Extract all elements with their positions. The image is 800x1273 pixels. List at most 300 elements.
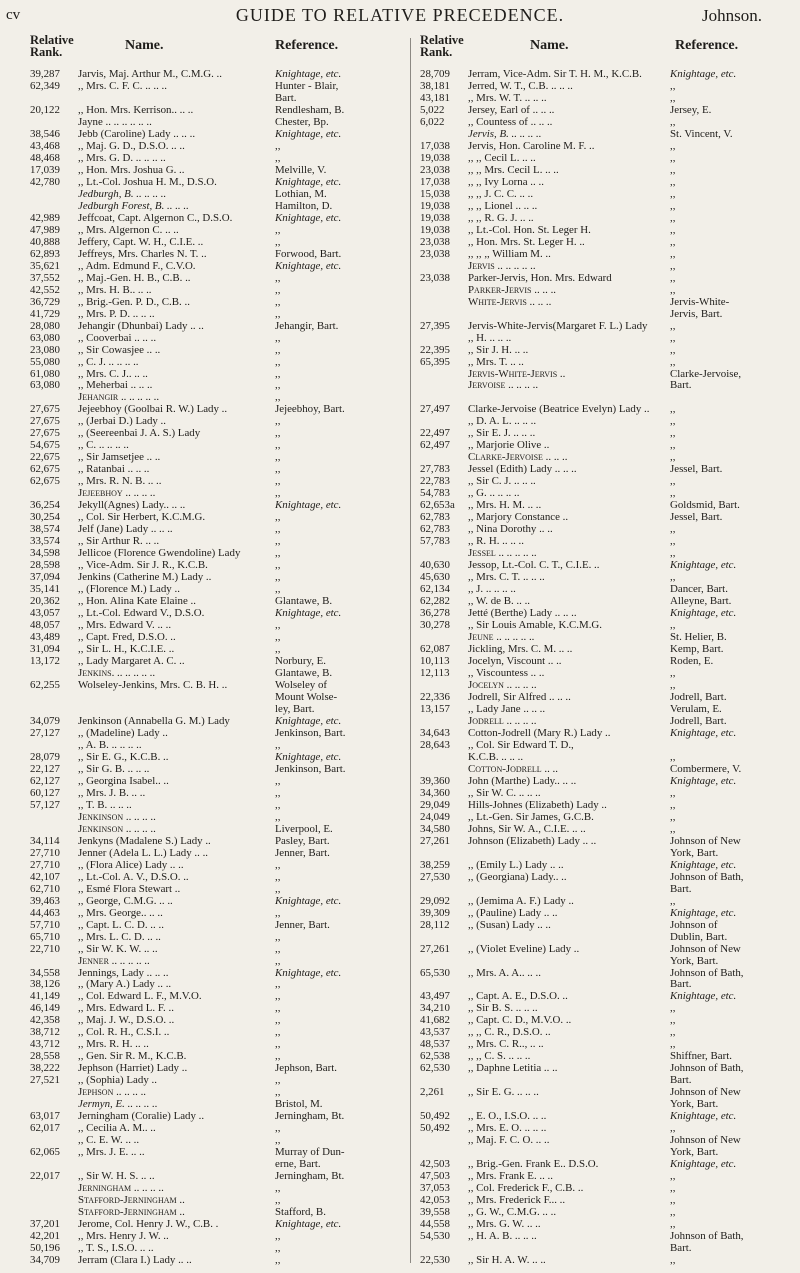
entry-rank: 50,492	[420, 1122, 450, 1135]
entry-reference: ,,	[275, 1086, 281, 1099]
name-heading: Name.	[530, 38, 569, 53]
entry-reference: Knightage, etc.	[275, 499, 342, 512]
entry-reference: ,,	[275, 151, 281, 164]
entry-reference: ,,	[275, 1182, 281, 1195]
entry-reference: ,,	[670, 1218, 676, 1231]
entry-rank: 44,463	[30, 906, 60, 919]
entry-name: ,, Vice-Adm. Sir J. R., K.C.B.	[78, 559, 208, 572]
entry-reference: ,,	[275, 559, 281, 572]
entry-reference: Johnson of New	[670, 1086, 741, 1099]
entry-name: ,, (Jerbai D.) Lady ..	[78, 415, 167, 428]
entry-rank: 38,546	[30, 127, 60, 140]
entry-name: ,, ,, ,, William M. ..	[468, 247, 551, 260]
entry-reference: ,,	[275, 451, 281, 464]
entry-name: ,, Capt. Fred, D.S.O. ..	[78, 631, 176, 644]
entry-reference: ,,	[275, 235, 281, 248]
entry-name: ,, ,, C. S. .. .. ..	[468, 1050, 531, 1063]
entry-reference: ,,	[275, 631, 281, 644]
entry-reference: Knightage, etc.	[670, 726, 737, 739]
entry-name: Stafford-Jerningham ..	[78, 1206, 185, 1219]
entry-rank: 45,630	[420, 571, 450, 584]
entry-reference: Bart.	[670, 882, 692, 895]
entry-rank: 62,497	[420, 439, 450, 452]
entry-reference: Stafford, B.	[275, 1206, 326, 1219]
entry-reference: ,,	[670, 343, 676, 356]
entry-reference: ,,	[670, 619, 676, 632]
entry-reference: Roden, E.	[670, 655, 714, 668]
entry-name: ,, ,, R. G. J. .. ..	[468, 211, 534, 224]
entry-reference: ,,	[275, 738, 281, 751]
entry-name: ,, Mrs. C. F. C. .. .. ..	[78, 79, 167, 92]
entry-reference: Goldsmid, Bart.	[670, 499, 740, 512]
entry-reference: ,,	[670, 810, 676, 823]
entry-rank: 62,530	[420, 1062, 450, 1075]
entry-reference: ,,	[275, 798, 281, 811]
entry-reference: ,,	[670, 91, 676, 104]
entry-reference: ,,	[275, 463, 281, 476]
entry-name: Jenkinson (Annabella G. M.) Lady	[78, 714, 230, 727]
page-title: GUIDE TO RELATIVE PRECEDENCE.	[235, 5, 565, 25]
entry-reference: ,,	[670, 1038, 676, 1051]
entry-rank: 48,057	[30, 619, 60, 632]
entry-rank: 35,621	[30, 259, 60, 272]
entry-reference: Jenkinson, Bart.	[275, 726, 346, 739]
entry-reference: Johnson of New	[670, 1134, 741, 1147]
entry-reference: Knightage, etc.	[670, 990, 737, 1003]
entry-name: Jelf (Jane) Lady .. .. ..	[78, 523, 173, 536]
entry-name: ,, Brig.-Gen. P. D., C.B. ..	[78, 295, 190, 308]
entry-rank: 19,038	[420, 151, 450, 164]
entry-reference: ,,	[275, 1014, 281, 1027]
entry-name: Jervis-White-Jervis(Margaret F. L.) Lady	[468, 319, 648, 332]
entry-name: ,, Sir L. H., K.C.I.E. ..	[78, 643, 175, 656]
page-number: cv	[6, 7, 21, 23]
entry-reference: ,,	[670, 283, 676, 296]
entry-name: ,, Gen. Sir R. M., K.C.B.	[78, 1050, 187, 1063]
entry-name: ,, Mrs. C. T. .. .. ..	[468, 571, 545, 584]
entry-rank: 27,710	[30, 846, 60, 859]
entry-name: ,, Capt. C. D., M.V.O. ..	[468, 1014, 572, 1027]
entry-reference: York, Bart.	[670, 1098, 719, 1111]
entry-name: ,, H. .. .. ..	[468, 331, 512, 344]
entry-rank: 29,049	[420, 798, 450, 811]
entry-rank: 36,729	[30, 295, 60, 308]
entry-reference: Chester, Bp.	[275, 115, 329, 128]
entry-reference: ,,	[275, 1134, 281, 1147]
entry-reference: York, Bart.	[670, 954, 719, 967]
entry-rank: 42,358	[30, 1014, 60, 1027]
entry-reference: ,,	[670, 223, 676, 236]
entry-name: ,, Col. Sir Edward T. D.,	[468, 738, 574, 751]
entry-name: Jellicoe (Florence Gwendoline) Lady	[78, 547, 241, 560]
entry-reference: Jersey, E.	[670, 103, 712, 116]
entry-reference: ,,	[670, 115, 676, 128]
entry-name: ,, Mrs. Algernon C. .. ..	[78, 223, 179, 236]
entry-name: ,, Lt.-Col. Hon. St. Leger H.	[468, 223, 591, 236]
entry-reference: ,,	[275, 523, 281, 536]
entry-name: Jehangir .. .. .. .. ..	[78, 391, 160, 404]
entry-reference: ,,	[275, 882, 281, 895]
entry-reference: ,,	[275, 978, 281, 991]
entry-reference: Hunter - Blair,	[275, 79, 339, 92]
entry-name: Jerram (Clara I.) Lady .. ..	[78, 1254, 192, 1267]
entry-rank: 38,222	[30, 1062, 60, 1075]
entry-name: ,, Mrs. George.. .. ..	[78, 906, 163, 919]
entry-reference: Forwood, Bart.	[275, 247, 342, 260]
entry-rank: 38,259	[420, 858, 450, 871]
entry-reference: ,,	[275, 295, 281, 308]
entry-name: Jenner .. .. .. .. ..	[78, 954, 150, 967]
entry-rank: 30,254	[30, 511, 60, 524]
entry-reference: Mount Wolse-	[275, 690, 338, 703]
entry-name: Jervis .. .. .. .. ..	[468, 259, 536, 272]
entry-reference: ,,	[275, 1026, 281, 1039]
entry-name: ,, R. H. .. .. ..	[468, 535, 524, 548]
entry-reference: Bart.	[275, 91, 297, 104]
entry-rank: 23,038	[420, 271, 450, 284]
entry-name: ,, (Violet Eveline) Lady ..	[468, 942, 580, 955]
entry-reference: ,,	[670, 571, 676, 584]
entry-name: Jeffcoat, Capt. Algernon C., D.S.O.	[78, 211, 233, 224]
entry-reference: ,,	[275, 786, 281, 799]
entry-reference: ,,	[275, 487, 281, 500]
entry-name: Cotton-Jodrell .. ..	[468, 762, 558, 775]
entry-reference: ,,	[670, 1122, 676, 1135]
entry-name: Wolseley-Jenkins, Mrs. C. B. H. ..	[78, 678, 228, 691]
entry-rank: 44,558	[420, 1218, 450, 1231]
entry-reference: Jodrell, Bart.	[670, 690, 727, 703]
entry-name: ,, A. B. .. .. .. ..	[78, 738, 142, 751]
entry-rank: 36,278	[420, 607, 450, 620]
entry-reference: ,,	[670, 451, 676, 464]
entry-reference: ,,	[275, 535, 281, 548]
entry-name: ,, Sir Louis Amable, K.C.M.G.	[468, 619, 603, 632]
entry-name: ,, ,, Ivy Lorna .. ..	[468, 175, 544, 188]
entry-reference: ,,	[275, 511, 281, 524]
entry-rank: 42,503	[420, 1158, 450, 1171]
entry-reference: ,,	[670, 487, 676, 500]
entry-reference: ,,	[275, 343, 281, 356]
entry-reference: ,,	[275, 1254, 281, 1267]
entry-reference: St. Helier, B.	[670, 631, 727, 644]
entry-name: ,, (Susan) Lady .. ..	[468, 918, 551, 931]
entry-name: Jerram, Vice-Adm. Sir T. H. M., K.C.B.	[468, 68, 642, 80]
entry-name: ,, Mrs. Frank E. .. ..	[468, 1170, 554, 1183]
entry-rank: 63,017	[30, 1110, 60, 1123]
entry-rank: 28,709	[420, 68, 450, 80]
entry-reference: ,,	[670, 475, 676, 488]
entry-reference: ,,	[670, 1002, 676, 1015]
entry-rank: 62,255	[30, 678, 60, 691]
entry-reference: ,,	[670, 798, 676, 811]
entry-name: John (Marthe) Lady.. .. ..	[468, 774, 577, 787]
entry-name: ,, Marjorie Olive ..	[468, 439, 550, 452]
entry-reference: Lothian, M.	[275, 187, 327, 200]
entry-reference: Knightage, etc.	[670, 906, 737, 919]
entry-name: ,, (Georgiana) Lady.. ..	[468, 870, 567, 883]
entry-name: ,, Nina Dorothy .. ..	[468, 523, 553, 536]
entry-name: ,, Mrs. H. B.. .. ..	[78, 283, 152, 296]
entry-reference: ,,	[670, 151, 676, 164]
entry-reference: ,,	[670, 1182, 676, 1195]
entry-rank: 20,362	[30, 595, 60, 608]
entry-name: ,, Maj.-Gen. H. B., C.B. ..	[78, 271, 191, 284]
entry-rank: 46,149	[30, 1002, 60, 1015]
entry-name: Jersey, Earl of .. .. ..	[468, 103, 555, 116]
entry-name: Jenner (Adela L. L.) Lady .. ..	[78, 846, 209, 859]
entry-reference: erne, Bart.	[275, 1158, 321, 1171]
entry-reference: Jerningham, Bt.	[275, 1170, 345, 1183]
entry-name: Jeffery, Capt. W. H., C.I.E. ..	[78, 235, 204, 248]
entry-reference: ,,	[670, 1026, 676, 1039]
entry-rank: 23,038	[420, 235, 450, 248]
entry-name: Jessel .. .. .. .. ..	[468, 547, 537, 560]
entry-name: ,, Mrs. Henry J. W. ..	[78, 1230, 169, 1243]
entry-name: ,, Maj. J. W., D.S.O. ..	[78, 1014, 175, 1027]
entry-name: Jerningham .. .. .. ..	[78, 1182, 164, 1195]
entry-reference: ,,	[670, 523, 676, 536]
entry-rank: 65,530	[420, 966, 450, 979]
entry-reference: ,,	[670, 319, 676, 332]
entry-rank: 23,080	[30, 343, 60, 356]
entry-reference: ,,	[275, 1242, 281, 1255]
entry-reference: ,,	[275, 223, 281, 236]
entry-name: ,, Meherbai .. .. ..	[78, 379, 153, 392]
entry-name: Johnson (Elizabeth) Lady .. ..	[468, 834, 597, 847]
entry-rank: 22,497	[420, 427, 450, 440]
entry-reference: Glantawe, B.	[275, 595, 333, 608]
entry-rank: 62,653a	[420, 499, 455, 512]
entry-rank: 34,360	[420, 786, 450, 799]
entry-rank: 39,558	[420, 1206, 450, 1219]
entry-name: Jarvis, Maj. Arthur M., C.M.G. ..	[78, 68, 222, 80]
entry-name: Jocelyn, Viscount .. ..	[468, 655, 562, 668]
entry-reference: Jodrell, Bart.	[670, 714, 727, 727]
entry-rank: 22,783	[420, 475, 450, 488]
right-column	[420, 68, 800, 1268]
entry-name: Johns, Sir W. A., C.I.E. .. ..	[468, 822, 586, 835]
entry-name: ,, Lady Jane .. .. ..	[468, 702, 546, 715]
entry-name: ,, C. E. W. .. ..	[78, 1134, 140, 1147]
entry-reference: ,,	[275, 954, 281, 967]
entry-rank: 34,598	[30, 547, 60, 560]
entry-reference: ,,	[670, 199, 676, 212]
entry-name: ,, Sir G. B. .. .. ..	[78, 762, 150, 775]
entry-reference: ,,	[275, 643, 281, 656]
entry-name: Jenkins (Catherine M.) Lady ..	[78, 571, 212, 584]
entry-name: Clarke-Jervoise .. .. ..	[468, 451, 568, 464]
entry-reference: ,,	[670, 439, 676, 452]
entry-reference: ,,	[275, 990, 281, 1003]
entry-reference: Hamilton, D.	[275, 199, 333, 212]
entry-rank: 63,080	[30, 331, 60, 344]
entry-name: ,, (Flora Alice) Lady .. ..	[78, 858, 184, 871]
entry-reference: ,,	[275, 355, 281, 368]
entry-reference: Verulam, E.	[670, 702, 722, 715]
entry-reference: ,,	[275, 1038, 281, 1051]
entry-rank: 17,038	[420, 139, 450, 152]
entry-reference: ,,	[670, 271, 676, 284]
entry-name: ,, C. J. .. .. .. ..	[78, 355, 139, 368]
entry-reference: ,,	[275, 475, 281, 488]
entry-reference: ,,	[275, 1230, 281, 1243]
entry-rank: 38,126	[30, 978, 60, 991]
entry-reference: ,,	[275, 1050, 281, 1063]
entry-name: ,, Capt. A. E., D.S.O. ..	[468, 990, 568, 1003]
entry-row	[30, 1254, 405, 1267]
entry-rank: 65,710	[30, 930, 60, 943]
entry-rank: 22,675	[30, 451, 60, 464]
entry-reference: Knightage, etc.	[275, 68, 342, 80]
entry-rank: 34,643	[420, 726, 450, 739]
entry-rank: 20,122	[30, 103, 60, 116]
entry-reference: ,,	[275, 415, 281, 428]
entry-name: ,, Esmé Flora Stewart ..	[78, 882, 181, 895]
entry-reference: Jejeebhoy, Bart.	[275, 403, 345, 416]
column-headings-right	[420, 34, 800, 62]
entry-name: ,, Mrs. H. M. .. ..	[468, 499, 542, 512]
entry-rank: 63,080	[30, 379, 60, 392]
entry-reference: ,,	[670, 331, 676, 344]
entry-rank: 62,349	[30, 79, 60, 92]
entry-rank: 31,094	[30, 643, 60, 656]
entry-name: ,, Sir H. A. W. .. ..	[468, 1254, 546, 1267]
entry-name: Parker-Jervis .. .. ..	[468, 283, 557, 296]
entry-rank: 55,080	[30, 355, 60, 368]
entry-reference: Knightage, etc.	[275, 714, 342, 727]
entry-name: ,, T. S., I.S.O. .. ..	[78, 1242, 154, 1255]
entry-rank: 54,783	[420, 487, 450, 500]
entry-name: Jervoise .. .. .. ..	[468, 379, 539, 392]
entry-name: ,, Brig.-Gen. Frank E.. D.S.O.	[468, 1158, 599, 1171]
entry-rank: 17,039	[30, 163, 60, 176]
entry-name: ,, (Madeline) Lady ..	[78, 726, 168, 739]
entry-name: Jocelyn .. .. .. ..	[468, 678, 537, 691]
entry-rank: 17,038	[420, 175, 450, 188]
entry-reference: Knightage, etc.	[670, 1110, 737, 1123]
entry-reference: ,,	[275, 439, 281, 452]
entry-rank: 57,710	[30, 918, 60, 931]
entry-rank: 28,598	[30, 559, 60, 572]
entry-rank: 30,278	[420, 619, 450, 632]
entry-rank: 62,065	[30, 1146, 60, 1159]
entry-name: ,, ,, Cecil L. .. ..	[468, 151, 536, 164]
entry-name: Jickling, Mrs. C. M. .. ..	[468, 643, 573, 656]
entry-rank: 15,038	[420, 187, 450, 200]
entry-rank: 47,503	[420, 1170, 450, 1183]
entry-name: ,, Countess of .. .. ..	[468, 115, 553, 128]
entry-name: ,, Lt.-Col. A. V., D.S.O. ..	[78, 870, 189, 883]
entry-name: ,, Sir B. S. .. .. ..	[468, 1002, 538, 1015]
entry-rank: 43,497	[420, 990, 450, 1003]
entry-reference: ,,	[275, 571, 281, 584]
entry-rank: 48,537	[420, 1038, 450, 1051]
entry-reference: Bristol, M.	[275, 1098, 323, 1111]
entry-reference: Knightage, etc.	[275, 750, 342, 763]
entry-name: ,, (Seereenbai J. A. S.) Lady	[78, 427, 201, 440]
entry-reference: ,,	[670, 1014, 676, 1027]
entry-name: ,, Mrs. R. H. .. ..	[78, 1038, 149, 1051]
entry-name: ,, Mrs. J. B. .. ..	[78, 786, 146, 799]
entry-rank: 27,261	[420, 834, 450, 847]
entry-reference: ,,	[670, 163, 676, 176]
entry-rank: 42,989	[30, 211, 60, 224]
entry-reference: ,,	[670, 247, 676, 260]
entry-name: ,, Col. R. H., C.S.I. ..	[78, 1026, 170, 1039]
entry-rank: 34,558	[30, 966, 60, 979]
entry-name: ,, ,, Lionel .. .. ..	[468, 199, 538, 212]
entry-name: ,, Sir E. J. .. .. ..	[468, 427, 536, 440]
entry-name: ,, W. de B. .. ..	[468, 595, 531, 608]
page-header	[0, 0, 800, 30]
entry-name: ,, Adm. Edmund F., C.V.O.	[78, 259, 196, 272]
entry-name: ,, Maj. G. D., D.S.O. .. ..	[78, 139, 185, 152]
entry-name: Jerred, W. T., C.B. .. .. ..	[468, 79, 573, 92]
entry-reference: ,,	[275, 271, 281, 284]
entry-reference: ,,	[275, 870, 281, 883]
entry-reference: ,,	[670, 187, 676, 200]
entry-name: ,, ,, Mrs. Cecil L. .. ..	[468, 163, 559, 176]
entry-rank: 10,113	[420, 655, 450, 668]
entry-name: Jenkinson .. .. .. ..	[78, 822, 156, 835]
entry-rank: 42,780	[30, 175, 60, 188]
entry-rank: 43,181	[420, 91, 450, 104]
entry-reference: Knightage, etc.	[670, 607, 737, 620]
entry-reference: Knightage, etc.	[275, 259, 342, 272]
entry-reference: Knightage, etc.	[275, 175, 342, 188]
entry-reference: ,,	[670, 1194, 676, 1207]
entry-rank: 28,080	[30, 319, 60, 332]
entry-reference: St. Vincent, V.	[670, 127, 733, 140]
entry-rank: 29,092	[420, 894, 450, 907]
entry-rank: 2,261	[420, 1086, 445, 1099]
entry-name: ,, Cecilia A. M.. ..	[78, 1122, 156, 1135]
entry-name: ,, Mrs. Frederick F... ..	[468, 1194, 566, 1207]
entry-name: K.C.B. .. .. ..	[468, 750, 524, 763]
entry-reference: York, Bart.	[670, 846, 719, 859]
entry-reference: Jenner, Bart.	[275, 846, 330, 859]
entry-rank: 34,709	[30, 1254, 60, 1267]
entry-rank: 38,574	[30, 523, 60, 536]
entry-rank: 42,552	[30, 283, 60, 296]
entry-name: ,, Mrs. L. C. D. .. ..	[78, 930, 161, 943]
entry-rank: 42,201	[30, 1230, 60, 1243]
entry-reference: ,,	[670, 822, 676, 835]
entry-reference: Murray of Dun-	[275, 1146, 345, 1159]
entry-rank: 43,489	[30, 631, 60, 644]
entry-rank: 54,675	[30, 439, 60, 452]
entry-reference: Bart.	[670, 978, 692, 991]
entry-rank: 39,309	[420, 906, 450, 919]
entry-reference: ,,	[670, 678, 676, 691]
entry-rank: 42,053	[420, 1194, 450, 1207]
entry-reference: Johnson of Bath,	[670, 1062, 744, 1075]
entry-rank: 62,783	[420, 511, 450, 524]
entry-reference: ,,	[275, 619, 281, 632]
entry-row	[420, 1254, 800, 1267]
entry-reference: Knightage, etc.	[275, 894, 342, 907]
entry-reference: Jephson, Bart.	[275, 1062, 338, 1075]
entry-reference: Combermere, V.	[670, 762, 742, 775]
entry-name: ,, T. B. .. .. ..	[78, 798, 132, 811]
left-column	[30, 68, 405, 1268]
entry-reference: ,,	[670, 415, 676, 428]
entry-name: ,, Mrs. A. A.. .. ..	[468, 966, 541, 979]
entry-rank: 60,127	[30, 786, 60, 799]
entry-rank: 42,107	[30, 870, 60, 883]
reference-heading: Reference.	[675, 38, 739, 53]
entry-rank: 62,783	[420, 523, 450, 536]
